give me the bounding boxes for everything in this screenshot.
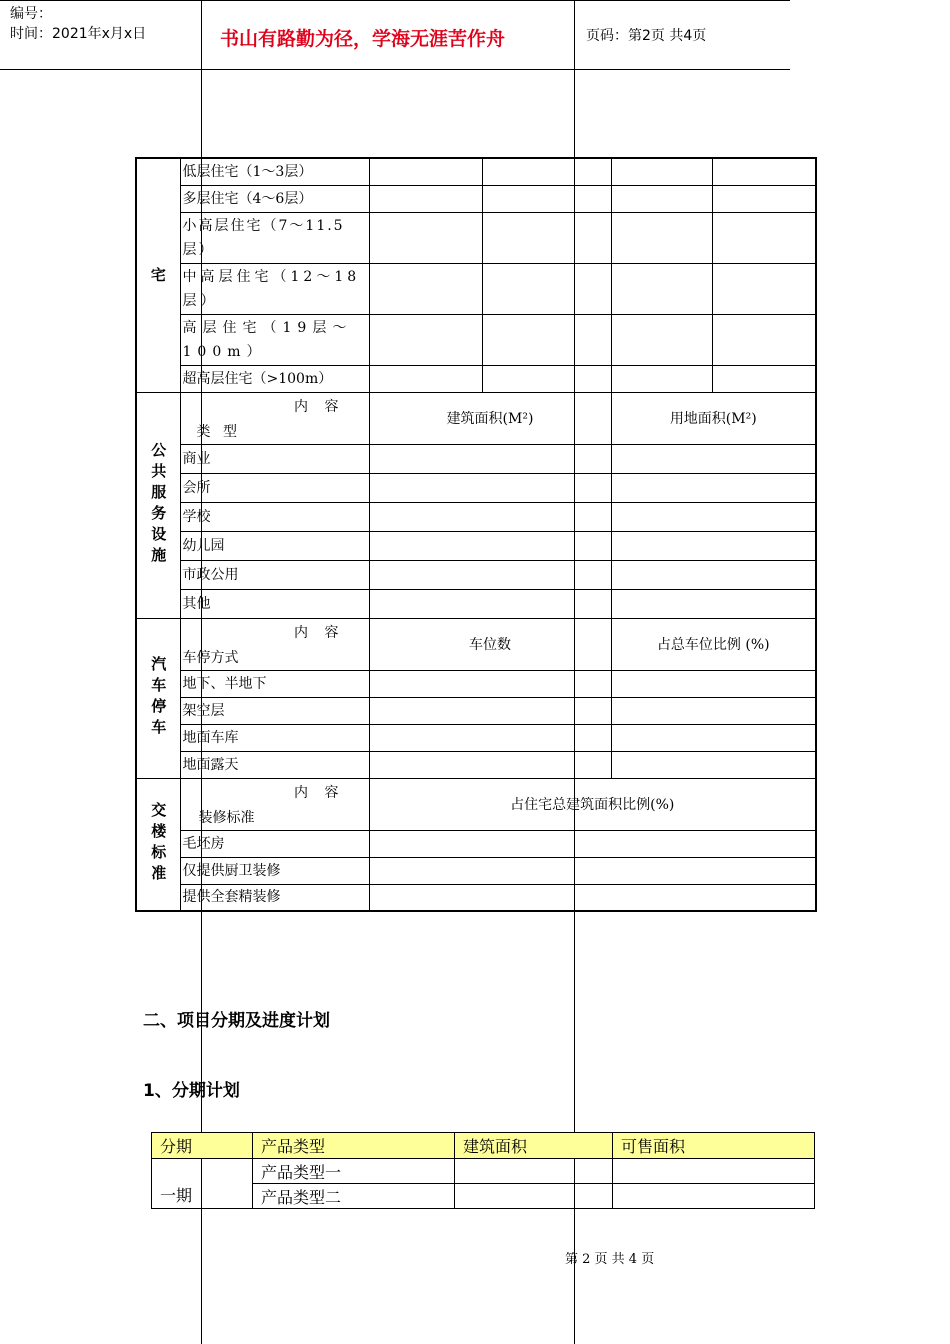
- table-row: [136, 158, 816, 185]
- row-label: 会所: [180, 473, 369, 502]
- cell: [611, 263, 712, 314]
- category-parking: 汽车停车: [136, 618, 180, 778]
- page-label: 页码：第2页 共4页: [586, 28, 707, 44]
- table-row: [136, 670, 816, 697]
- cell: [369, 502, 611, 531]
- table-row: [136, 724, 816, 751]
- cell: [611, 531, 816, 560]
- col-header: 分期: [152, 1133, 253, 1159]
- row-label: 地面露天: [180, 751, 369, 778]
- row-label: 产品类型一: [253, 1159, 455, 1184]
- table-row: [136, 830, 816, 857]
- cell: [369, 589, 611, 618]
- col-header: 用地面积(M²): [611, 392, 816, 444]
- col-header: 建筑面积(M²): [369, 392, 611, 444]
- col-header: 建筑面积: [455, 1133, 613, 1159]
- table-row: [136, 365, 816, 392]
- cell: [369, 531, 611, 560]
- cell: [369, 365, 482, 392]
- table-row: [136, 473, 816, 502]
- header-cell-diagonal: [180, 618, 369, 670]
- time-label: 时间：2021年x月x日: [10, 26, 147, 42]
- code-label: 编号：: [10, 6, 52, 22]
- cell: [611, 158, 712, 185]
- cell: [611, 697, 816, 724]
- table-row: [136, 589, 816, 618]
- cell: [369, 444, 611, 473]
- cell: [712, 212, 816, 263]
- row-label: 仅提供厨卫装修: [180, 857, 369, 884]
- header-cell-diagonal: [180, 778, 369, 830]
- cell: [712, 185, 816, 212]
- table-row: [136, 444, 816, 473]
- cell: [369, 560, 611, 589]
- area-table: [135, 157, 817, 912]
- category-residential: 宅: [136, 158, 180, 392]
- col-header: 车位数: [369, 618, 611, 670]
- cell: [611, 314, 712, 365]
- cell: [369, 697, 611, 724]
- cell: [611, 185, 712, 212]
- row-label: 商业: [180, 444, 369, 473]
- table-row: [136, 314, 816, 365]
- cell: [712, 158, 816, 185]
- table-row: [136, 618, 816, 670]
- motto: 书山有路勤为径，学海无涯苦作舟: [220, 28, 506, 50]
- cell: [611, 724, 816, 751]
- cell: [482, 185, 611, 212]
- cell: [611, 589, 816, 618]
- phase-plan-table: [151, 1132, 815, 1209]
- page-header: [0, 0, 790, 70]
- table-row: [136, 185, 816, 212]
- cell: [712, 365, 816, 392]
- cell: [712, 314, 816, 365]
- header-type: 车停方式: [182, 649, 239, 666]
- cell: [369, 314, 482, 365]
- cell: [611, 212, 712, 263]
- category-delivery: 交楼标准: [136, 778, 180, 911]
- row-label: 超高层住宅（>100m）: [180, 365, 369, 392]
- table-row: [136, 263, 816, 314]
- cell: [482, 314, 611, 365]
- col-header: 占住宅总建筑面积比例(%): [369, 778, 816, 830]
- cell: [369, 857, 816, 884]
- cell: [369, 751, 611, 778]
- cell: [482, 158, 611, 185]
- cell: [611, 670, 816, 697]
- col-header: 产品类型: [253, 1133, 455, 1159]
- cell: [369, 724, 611, 751]
- table-row: [152, 1159, 815, 1184]
- cell: [611, 560, 816, 589]
- table-row: [136, 884, 816, 911]
- phase-name: 一期: [152, 1159, 253, 1209]
- cell: [369, 830, 816, 857]
- row-label: 提供全套精装修: [180, 884, 369, 911]
- row-label: 幼儿园: [180, 531, 369, 560]
- header-type: 装修标准: [198, 809, 255, 826]
- cell: [712, 263, 816, 314]
- cell: [613, 1184, 815, 1209]
- cell: [482, 212, 611, 263]
- header-type: 类 型: [196, 423, 241, 440]
- cell: [611, 502, 816, 531]
- category-public: 公共服务设施: [136, 392, 180, 618]
- table-row: [136, 778, 816, 830]
- cell: [613, 1159, 815, 1184]
- row-label: 学校: [180, 502, 369, 531]
- cell: [369, 473, 611, 502]
- cell: [611, 473, 816, 502]
- table-row: [136, 502, 816, 531]
- cell: [369, 263, 482, 314]
- cell: [611, 365, 712, 392]
- cell: [369, 884, 816, 911]
- col-header: 可售面积: [613, 1133, 815, 1159]
- cell: [369, 158, 482, 185]
- row-label: 高层住宅（19层～100m）: [180, 314, 369, 365]
- subsection-heading: 1、分期计划: [143, 1081, 240, 1101]
- cell: [611, 444, 816, 473]
- cell: [611, 751, 816, 778]
- cell: [369, 185, 482, 212]
- table-header-row: [152, 1133, 815, 1159]
- row-label: 地面车库: [180, 724, 369, 751]
- section-heading: 二、项目分期及进度计划: [143, 1011, 330, 1031]
- table-row: [136, 751, 816, 778]
- table-row: [136, 857, 816, 884]
- cell: [455, 1159, 613, 1184]
- row-label: 小高层住宅（7～11.5层）: [180, 212, 369, 263]
- table-row: [136, 697, 816, 724]
- table-row: [136, 392, 816, 444]
- cell: [482, 365, 611, 392]
- row-label: 其他: [180, 589, 369, 618]
- table-row: [136, 531, 816, 560]
- row-label: 产品类型二: [253, 1184, 455, 1209]
- row-label: 低层住宅（1～3层）: [180, 158, 369, 185]
- row-label: 多层住宅（4～6层）: [180, 185, 369, 212]
- cell: [369, 670, 611, 697]
- col-header: 占总车位比例 (%): [611, 618, 816, 670]
- cell: [369, 212, 482, 263]
- page-footer: 第 2 页 共 4 页: [565, 1252, 655, 1267]
- row-label: 毛坯房: [180, 830, 369, 857]
- row-label: 地下、半地下: [180, 670, 369, 697]
- header-content: 内 容: [294, 624, 345, 641]
- row-label: 架空层: [180, 697, 369, 724]
- cell: [455, 1184, 613, 1209]
- table-row: [136, 560, 816, 589]
- row-label: 市政公用: [180, 560, 369, 589]
- table-row: [136, 212, 816, 263]
- header-cell-diagonal: [180, 392, 369, 444]
- cell: [482, 263, 611, 314]
- header-content: 内 容: [294, 398, 345, 415]
- header-content: 内 容: [294, 784, 345, 801]
- row-label: 中高层住宅（12～18层）: [180, 263, 369, 314]
